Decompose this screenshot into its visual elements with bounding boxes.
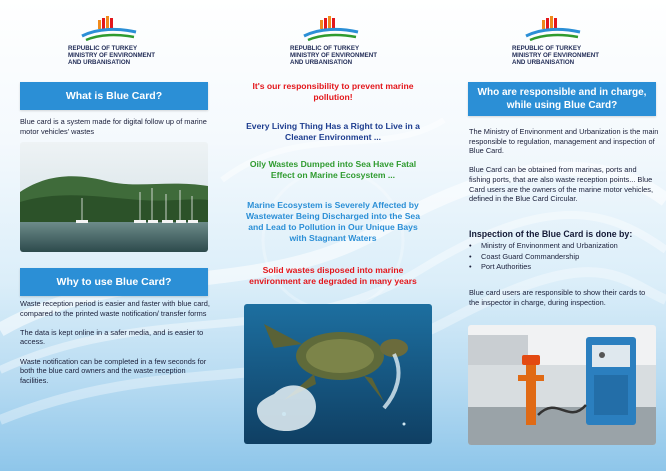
waste-reception-photo: [468, 325, 656, 445]
left-panel: [0, 0, 222, 471]
paragraph: The data is kept online in a safer media, and is easier to access.: [20, 327, 204, 347]
inspection-title: Inspection of the Blue Card is done by:: [469, 229, 633, 239]
paragraph: Waste notification can be completed in a few seconds for both the blue card owners and the waste reception facilities.: [20, 356, 207, 385]
inspection-list: [469, 241, 618, 273]
paragraph: Waste reception period is easier and faster with blue card, compared to the printed waste notification/ transfer forms: [20, 299, 210, 318]
ministry-logo-text: REPUBLIC OF TURKEY MINISTRY OF ENVIRONMENT AND URBANISATION: [68, 45, 155, 67]
slogan-oily-wastes: Oily Wastes Dumped into Sea Have Fatal Effect on Marine Ecosystem ...: [249, 159, 417, 180]
ministry-logo-icon: [300, 16, 360, 46]
sea-turtle-photo: [244, 304, 432, 444]
paragraph: The Ministry of Envinonment and Urbanization is the main responsible to regulation, management and inspection of Blue Card.: [469, 127, 659, 156]
inspection-note: Blue card users are responsible to show their cards to the inspector in charge, during inspection.: [469, 288, 646, 307]
marina-photo: [20, 142, 208, 252]
slogan-right-to-live: Every Living Thing Has a Right to Live in a Cleaner Environment ...: [246, 121, 420, 142]
why-use-blue-card-banner: [20, 268, 208, 296]
responsible-paragraphs: [469, 127, 659, 213]
list-item: • Port Authorities: [469, 262, 618, 273]
ministry-logo: [270, 16, 380, 72]
blue-card-intro: Blue card is a system made for digital follow up of marine motor vehicles' wastes: [20, 117, 207, 136]
banner-title: What is Blue Card?: [65, 90, 163, 102]
why-use-paragraphs: [20, 299, 210, 395]
slogan-wastewater: Marine Ecosystem is Severely Affected by Wastewater Being Discharged into the Sea and Lead to Pollution in Our Unique Bays with Stagnant Waters: [246, 200, 420, 243]
slogan-responsibility: It's our responsibility to prevent marine pollution!: [252, 81, 414, 102]
middle-panel: [222, 0, 444, 471]
banner-title: Who are responsible and in charge, while using Blue Card?: [477, 87, 647, 111]
list-item: • Coast Guard Commandership: [469, 252, 618, 263]
ministry-logo-icon: [78, 16, 138, 46]
paragraph: Blue Card can be obtained from marinas, ports and fishing ports, that are also waste reception points... Blue Card users are the owners of the marine motor vehicles, defined in the Blue Card Circular.: [469, 165, 654, 204]
ministry-logo-text: REPUBLIC OF TURKEY MINISTRY OF ENVIRONMENT AND URBANISATION: [290, 45, 377, 67]
ministry-logo-text: REPUBLIC OF TURKEY MINISTRY OF ENVIRONMENT AND URBANISATION: [512, 45, 599, 67]
responsible-banner: [468, 82, 656, 116]
ministry-logo-icon: [522, 16, 582, 46]
slogan-solid-wastes: Solid wastes disposed into marine environment are degraded in many years: [249, 265, 417, 286]
banner-title: Why to use Blue Card?: [56, 276, 172, 288]
ministry-logo: [492, 16, 602, 72]
list-item: • Ministry of Envinonment and Urbanization: [469, 241, 618, 252]
ministry-logo: [48, 16, 158, 72]
what-is-blue-card-banner: [20, 82, 208, 110]
